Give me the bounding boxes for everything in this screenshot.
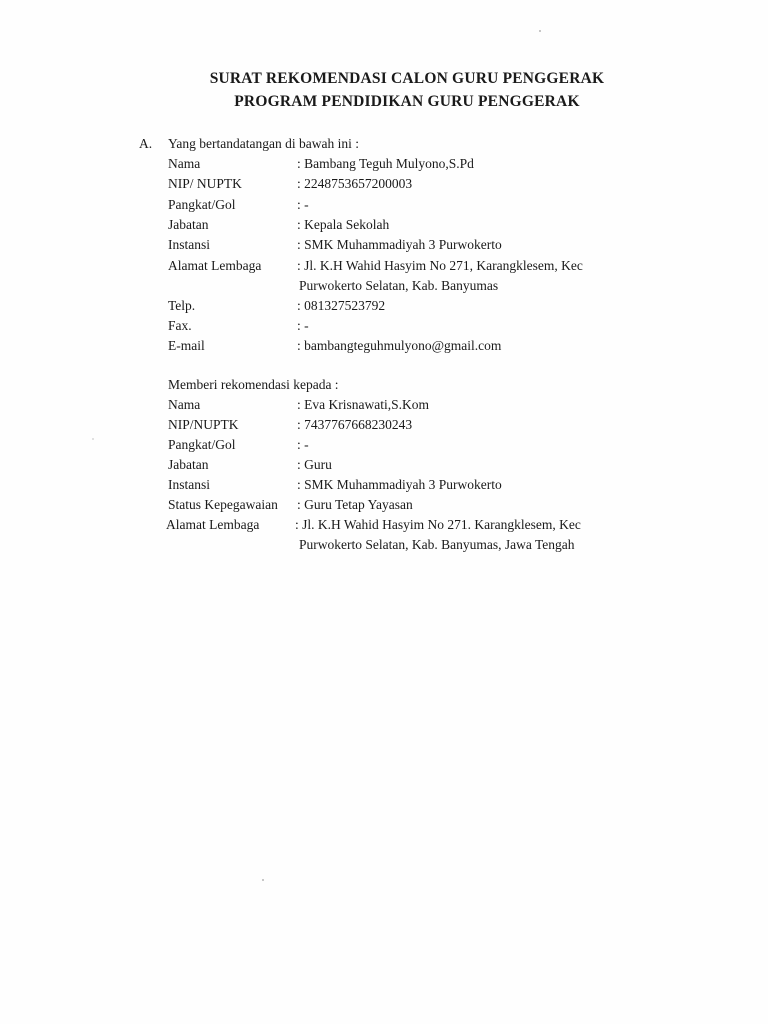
- field-value: : Eva Krisnawati,S.Kom: [297, 397, 429, 412]
- field-label: Instansi: [168, 237, 210, 252]
- field-value: : bambangteguhmulyono@gmail.com: [297, 338, 502, 353]
- scan-speck: [262, 879, 264, 881]
- field-label: Instansi: [168, 477, 210, 492]
- field-label: Nama: [168, 156, 201, 171]
- field-value: : Guru: [297, 457, 332, 472]
- field-value: : -: [297, 197, 309, 212]
- field-value: : -: [297, 437, 309, 452]
- field-label: NIP/ NUPTK: [168, 176, 242, 191]
- field-value: : SMK Muhammadiyah 3 Purwokerto: [297, 237, 502, 252]
- field-label: Status Kepegawaian: [168, 497, 278, 512]
- section-b-intro: Memberi rekomendasi kepada :: [168, 377, 339, 392]
- field-value: : Jl. K.H Wahid Hasyim No 271. Karangklesem, Kec: [295, 517, 581, 532]
- field-value: : Jl. K.H Wahid Hasyim No 271, Karangklesem, Kec: [297, 258, 583, 273]
- field-label: Pangkat/Gol: [168, 437, 236, 452]
- section-a-intro: Yang bertandatangan di bawah ini :: [168, 136, 359, 151]
- field-value: : Kepala Sekolah: [297, 217, 390, 232]
- field-value: : Guru Tetap Yayasan: [297, 497, 413, 512]
- recommender-address-continuation: Purwokerto Selatan, Kab. Banyumas: [299, 278, 499, 293]
- field-value: : 7437767668230243: [297, 417, 413, 432]
- field-label: Jabatan: [168, 217, 209, 232]
- field-label: Nama: [168, 397, 201, 412]
- field-label: Alamat Lembaga: [168, 258, 262, 273]
- field-value: : 081327523792: [297, 298, 386, 313]
- field-label: Alamat Lembaga: [166, 517, 260, 532]
- field-label: Pangkat/Gol: [168, 197, 236, 212]
- scan-speck: [92, 438, 94, 440]
- scan-speck: [539, 30, 541, 32]
- section-a-marker: A.: [139, 136, 153, 151]
- field-value: : Bambang Teguh Mulyono,S.Pd: [297, 156, 474, 171]
- field-value: : -: [297, 318, 309, 333]
- field-value: : 2248753657200003: [297, 176, 413, 191]
- field-value: : SMK Muhammadiyah 3 Purwokerto: [297, 477, 502, 492]
- field-label: Jabatan: [168, 457, 209, 472]
- recommendee-address-continuation: Purwokerto Selatan, Kab. Banyumas, Jawa Tengah: [299, 537, 575, 552]
- field-label: E-mail: [168, 338, 205, 353]
- document-subtitle: PROGRAM PENDIDIKAN GURU PENGGERAK: [234, 93, 580, 110]
- field-label: NIP/NUPTK: [168, 417, 239, 432]
- field-label: Fax.: [168, 318, 192, 333]
- field-label: Telp.: [168, 298, 196, 313]
- document-title: SURAT REKOMENDASI CALON GURU PENGGERAK: [209, 70, 605, 87]
